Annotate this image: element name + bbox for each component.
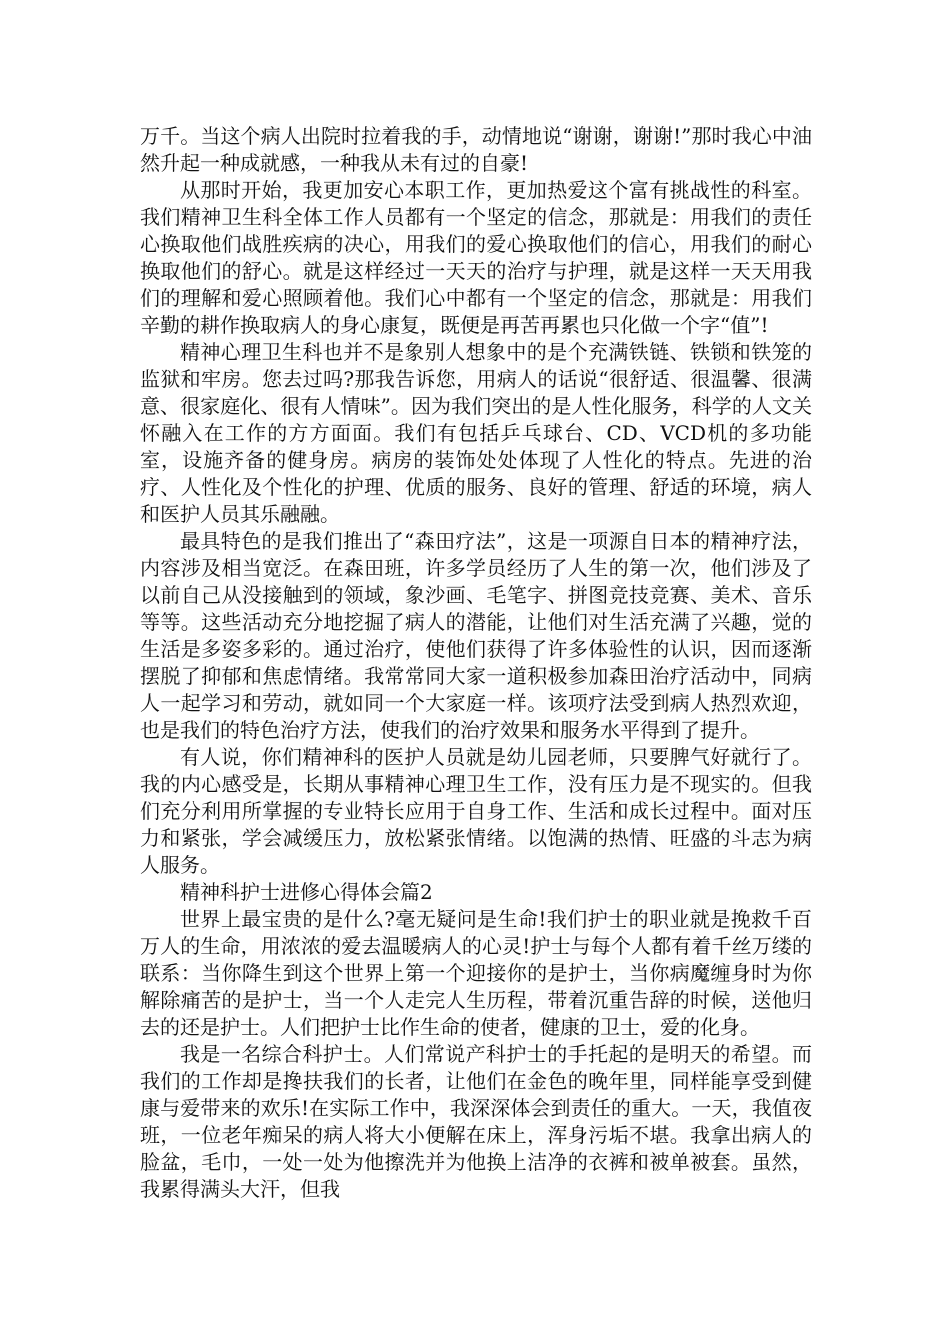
section-heading: 精神科护士进修心得体会篇2 (180, 880, 433, 904)
paragraph-continuation: 万千。当这个病人出院时拉着我的手，动情地说“谢谢，谢谢!”那时我心中油然升起一种成就感，一种我从未有过的自豪! (140, 124, 812, 175)
document-body (140, 123, 812, 1203)
paragraph: 精神心理卫生科也并不是象别人想象中的是个充满铁链、铁锁和铁笼的监狱和牢房。您去过吗?那我告诉您，用病人的话说“很舒适、很温馨、很满意、很家庭化、很有人情味”。因为我们突出的是人性化服务，科学的人文关怀融入在工作的方方面面。我们有包括乒乓球台、CD、VCD机的多功能室，设施齐备的健身房。病房的装饰处处体现了人性化的特点。先进的治疗、人性化及个性化的护理、优质的服务、良好的管理、舒适的环境，病人和医护人员其乐融融。 (140, 340, 812, 526)
paragraph: 最具特色的是我们推出了“森田疗法”，这是一项源自日本的精神疗法，内容涉及相当宽泛。在森田班，许多学员经历了人生的第一次，他们涉及了以前自己从没接触到的领域，象沙画、毛笔字、拼图竞技竞赛、美术、音乐等等。这些活动充分地挖掘了病人的潜能，让他们对生活充满了兴趣，觉的生活是多姿多彩的。通过治疗，使他们获得了许多体验性的认识，因而逐渐摆脱了抑郁和焦虑情绪。我常常同大家一道积极参加森田治疗活动中，同病人一起学习和劳动，就如同一个大家庭一样。该项疗法受到病人热烈欢迎，也是我们的特色治疗方法，使我们的治疗效果和服务水平得到了提升。 (140, 529, 812, 742)
paragraph: 从那时开始，我更加安心本职工作，更加热爱这个富有挑战性的科室。我们精神卫生科全体工作人员都有一个坚定的信念，那就是：用我们的责任心换取他们战胜疾病的决心，用我们的爱心换取他们的信心，用我们的耐心换取他们的舒心。就是这样经过一天天的治疗与护理，就是这样一天天用我们的理解和爱心照顾着他。我们心中都有一个坚定的信念，那就是：用我们辛勤的耕作换取病人的身心康复，既便是再苦再累也只化做一个字“值”! (140, 178, 812, 337)
paragraph: 有人说，你们精神科的医护人员就是幼儿园老师，只要脾气好就行了。我的内心感受是，长期从事精神心理卫生工作，没有压力是不现实的。但我们充分利用所掌握的专业特长应用于自身工作、生活和成长过程中。面对压力和紧张，学会减缓压力，放松紧张情绪。以饱满的热情、旺盛的斗志为病人服务。 (140, 745, 812, 877)
paragraph: 我是一名综合科护士。人们常说产科护士的手托起的是明天的希望。而我们的工作却是搀扶我们的长者，让他们在金色的晚年里，同样能享受到健康与爱带来的欢乐!在实际工作中，我深深体会到责任的重大。一天，我值夜班，一位老年痴呆的病人将大小便解在床上，浑身污垢不堪。我拿出病人的脸盆，毛巾，一处一处为他擦洗并为他换上洁净的衣裤和被单被套。虽然，我累得满头大汗，但我 (140, 1042, 812, 1201)
paragraph: 世界上最宝贵的是什么?毫无疑问是生命!我们护士的职业就是挽救千百万人的生命，用浓浓的爱去温暖病人的心灵!护士与每个人都有着千丝万缕的联系：当你降生到这个世界上第一个迎接你的是护士，当你病魔缠身时为你解除痛苦的是护士，当一个人走完人生历程，带着沉重告辞的时候，送他归去的还是护士。人们把护士比作生命的使者，健康的卫士，爱的化身。 (140, 907, 812, 1039)
